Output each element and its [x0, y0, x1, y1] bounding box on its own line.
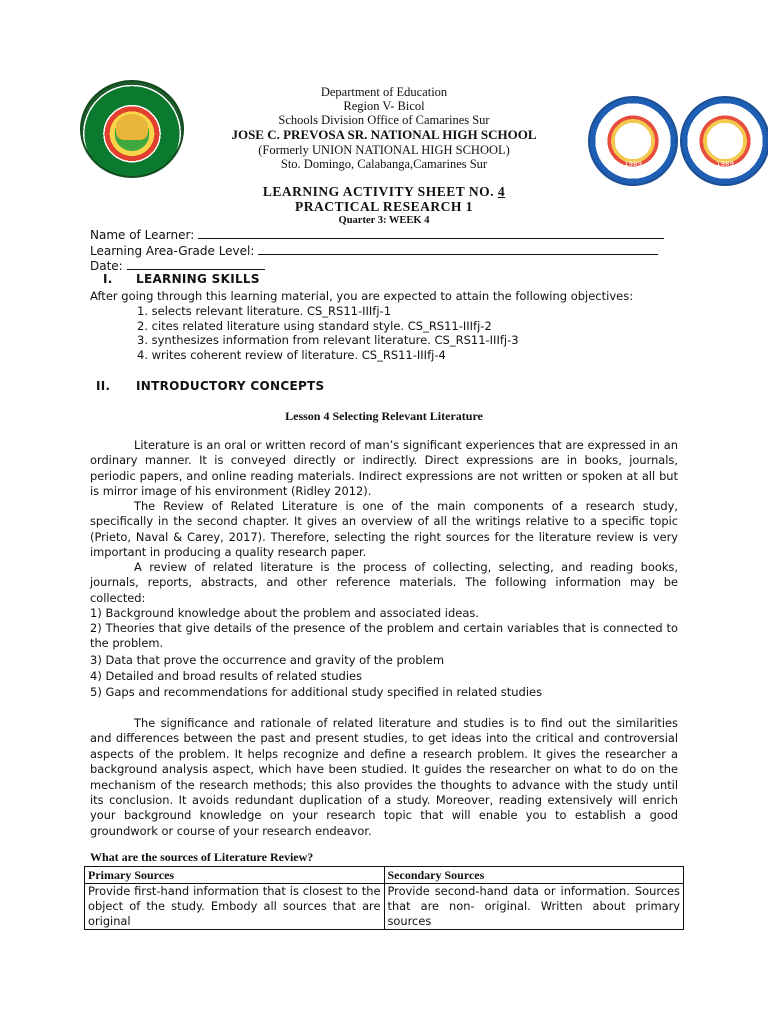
objective-item: 2. cites related literature using standard style. CS_RS11-IIIfj-2 — [137, 319, 492, 333]
objective-item: 1. selects relevant literature. CS_RS11-IIIfj-1 — [137, 304, 392, 318]
date-field[interactable] — [90, 258, 265, 273]
header-address: Sto. Domingo, Calabanga,Camarines Sur — [280, 157, 488, 171]
lesson-title: Lesson 4 Selecting Relevant Literature — [285, 409, 483, 423]
paragraph-rrl-process — [90, 560, 678, 606]
learning-area-field[interactable] — [90, 243, 658, 258]
objective-item: 4. writes coherent review of literature. CS_RS11-IIIfj-4 — [137, 348, 446, 362]
learner-name-field[interactable] — [90, 227, 664, 242]
list-item: 4) Detailed and broad results of related studies — [90, 669, 363, 683]
learning-area-label: Learning Area-Grade Level: — [90, 244, 255, 258]
paragraph-rrl-definition — [90, 499, 678, 561]
table-cell-primary: Provide first-hand information that is closest to the object of the study. Embody all sources that are original — [85, 884, 385, 930]
learning-area-line[interactable] — [258, 243, 658, 255]
paragraph-text: Literature is an oral or written record of man’s significant experiences that are expressed in an ordinary manner. It is conveyed directly or indirectly. Direct expressions are in books, journals, periodic papers, and online reading materials. Indirect expressions are not written or spoken at all but is mirror image of his environment (Ridley 2012). — [90, 438, 678, 499]
header-department: Department of Education — [320, 85, 448, 99]
sources-question: What are the sources of Literature Review? — [90, 850, 314, 864]
sources-table — [84, 866, 684, 930]
section-2-heading: INTRODUCTORY CONCEPTS — [136, 379, 325, 393]
paragraph-literature-definition — [90, 438, 678, 500]
section-1-heading: LEARNING SKILLS — [136, 272, 260, 286]
header-division: Schools Division Office of Camarines Sur — [278, 113, 490, 127]
date-label: Date: — [90, 259, 123, 273]
table-cell-secondary: Provide second-hand data or information. Sources that are non- original. Written about primary sources — [384, 884, 684, 930]
quarter-week: Quarter 3: WEEK 4 — [338, 215, 430, 226]
section-2-numeral: II. — [96, 379, 111, 393]
header-school-name: JOSE C. PREVOSA SR. NATIONAL HIGH SCHOOL — [231, 127, 537, 142]
list-item: 3) Data that prove the occurrence and gravity of the problem — [90, 653, 445, 667]
sheet-title — [0, 184, 768, 200]
paragraph-text: The Review of Related Literature is one of the main components of a research study, specifically in the second chapter. It gives an overview of all the writings relative to a specific topic (Prieto, Naval & Carey, 2017). Therefore, selecting the right sources for the literature review is very important in producing a quality research paper. — [90, 499, 678, 560]
paragraph-text: The significance and rationale of related literature and studies is to find out the similarities and differences between the past and present studies, to get ideas into the critical and controversial aspects of the problem. It helps recognize and define a research problem. It gives the researcher a background analysis aspect, which have been studied. It guides the researcher on what to do on the mechanism of the research methods; this also provides the thoughts to advance with the study until its conclusion. It avoids redundant duplication of a study. Moreover, reading extensively will enrich your background knowledge on your research topic that will enable you to establish a good groundwork or course of your research endeavor. — [90, 716, 678, 838]
paragraph-significance — [90, 716, 678, 839]
list-item: 5) Gaps and recommendations for additional study specified in related studies — [90, 685, 543, 699]
seal-year: 1989 — [624, 160, 642, 168]
subject-title: PRACTICAL RESEARCH 1 — [294, 199, 474, 214]
learner-name-label: Name of Learner: — [90, 228, 195, 242]
objective-item: 3. synthesizes information from relevant literature. CS_RS11-IIIfj-3 — [137, 333, 519, 347]
table-header-row — [85, 867, 684, 884]
learner-name-line[interactable] — [198, 227, 664, 239]
sheet-title-text: LEARNING ACTIVITY SHEET NO. — [262, 184, 498, 199]
table-header-primary: Primary Sources — [85, 867, 385, 884]
date-line[interactable] — [127, 258, 265, 270]
header-formerly: (Formerly UNION NATIONAL HIGH SCHOOL) — [258, 143, 510, 157]
list-item: 2) Theories that give details of the presence of the problem and certain variables that is connected to the problem. — [90, 621, 678, 651]
seal-year-2: 1989 — [716, 160, 734, 168]
sheet-number: 4 — [497, 184, 506, 199]
objectives-intro: After going through this learning material, you are expected to attain the following objectives: — [90, 289, 634, 303]
header-region: Region V- Bicol — [343, 99, 425, 113]
table-row — [85, 884, 684, 930]
list-item: 1) Background knowledge about the problem and associated ideas. — [90, 606, 480, 620]
section-1-numeral: I. — [103, 272, 113, 286]
table-header-secondary: Secondary Sources — [384, 867, 684, 884]
paragraph-text: A review of related literature is the process of collecting, selecting, and reading books, journals, reports, abstracts, and other reference materials. The following information may be collected: — [90, 560, 678, 605]
